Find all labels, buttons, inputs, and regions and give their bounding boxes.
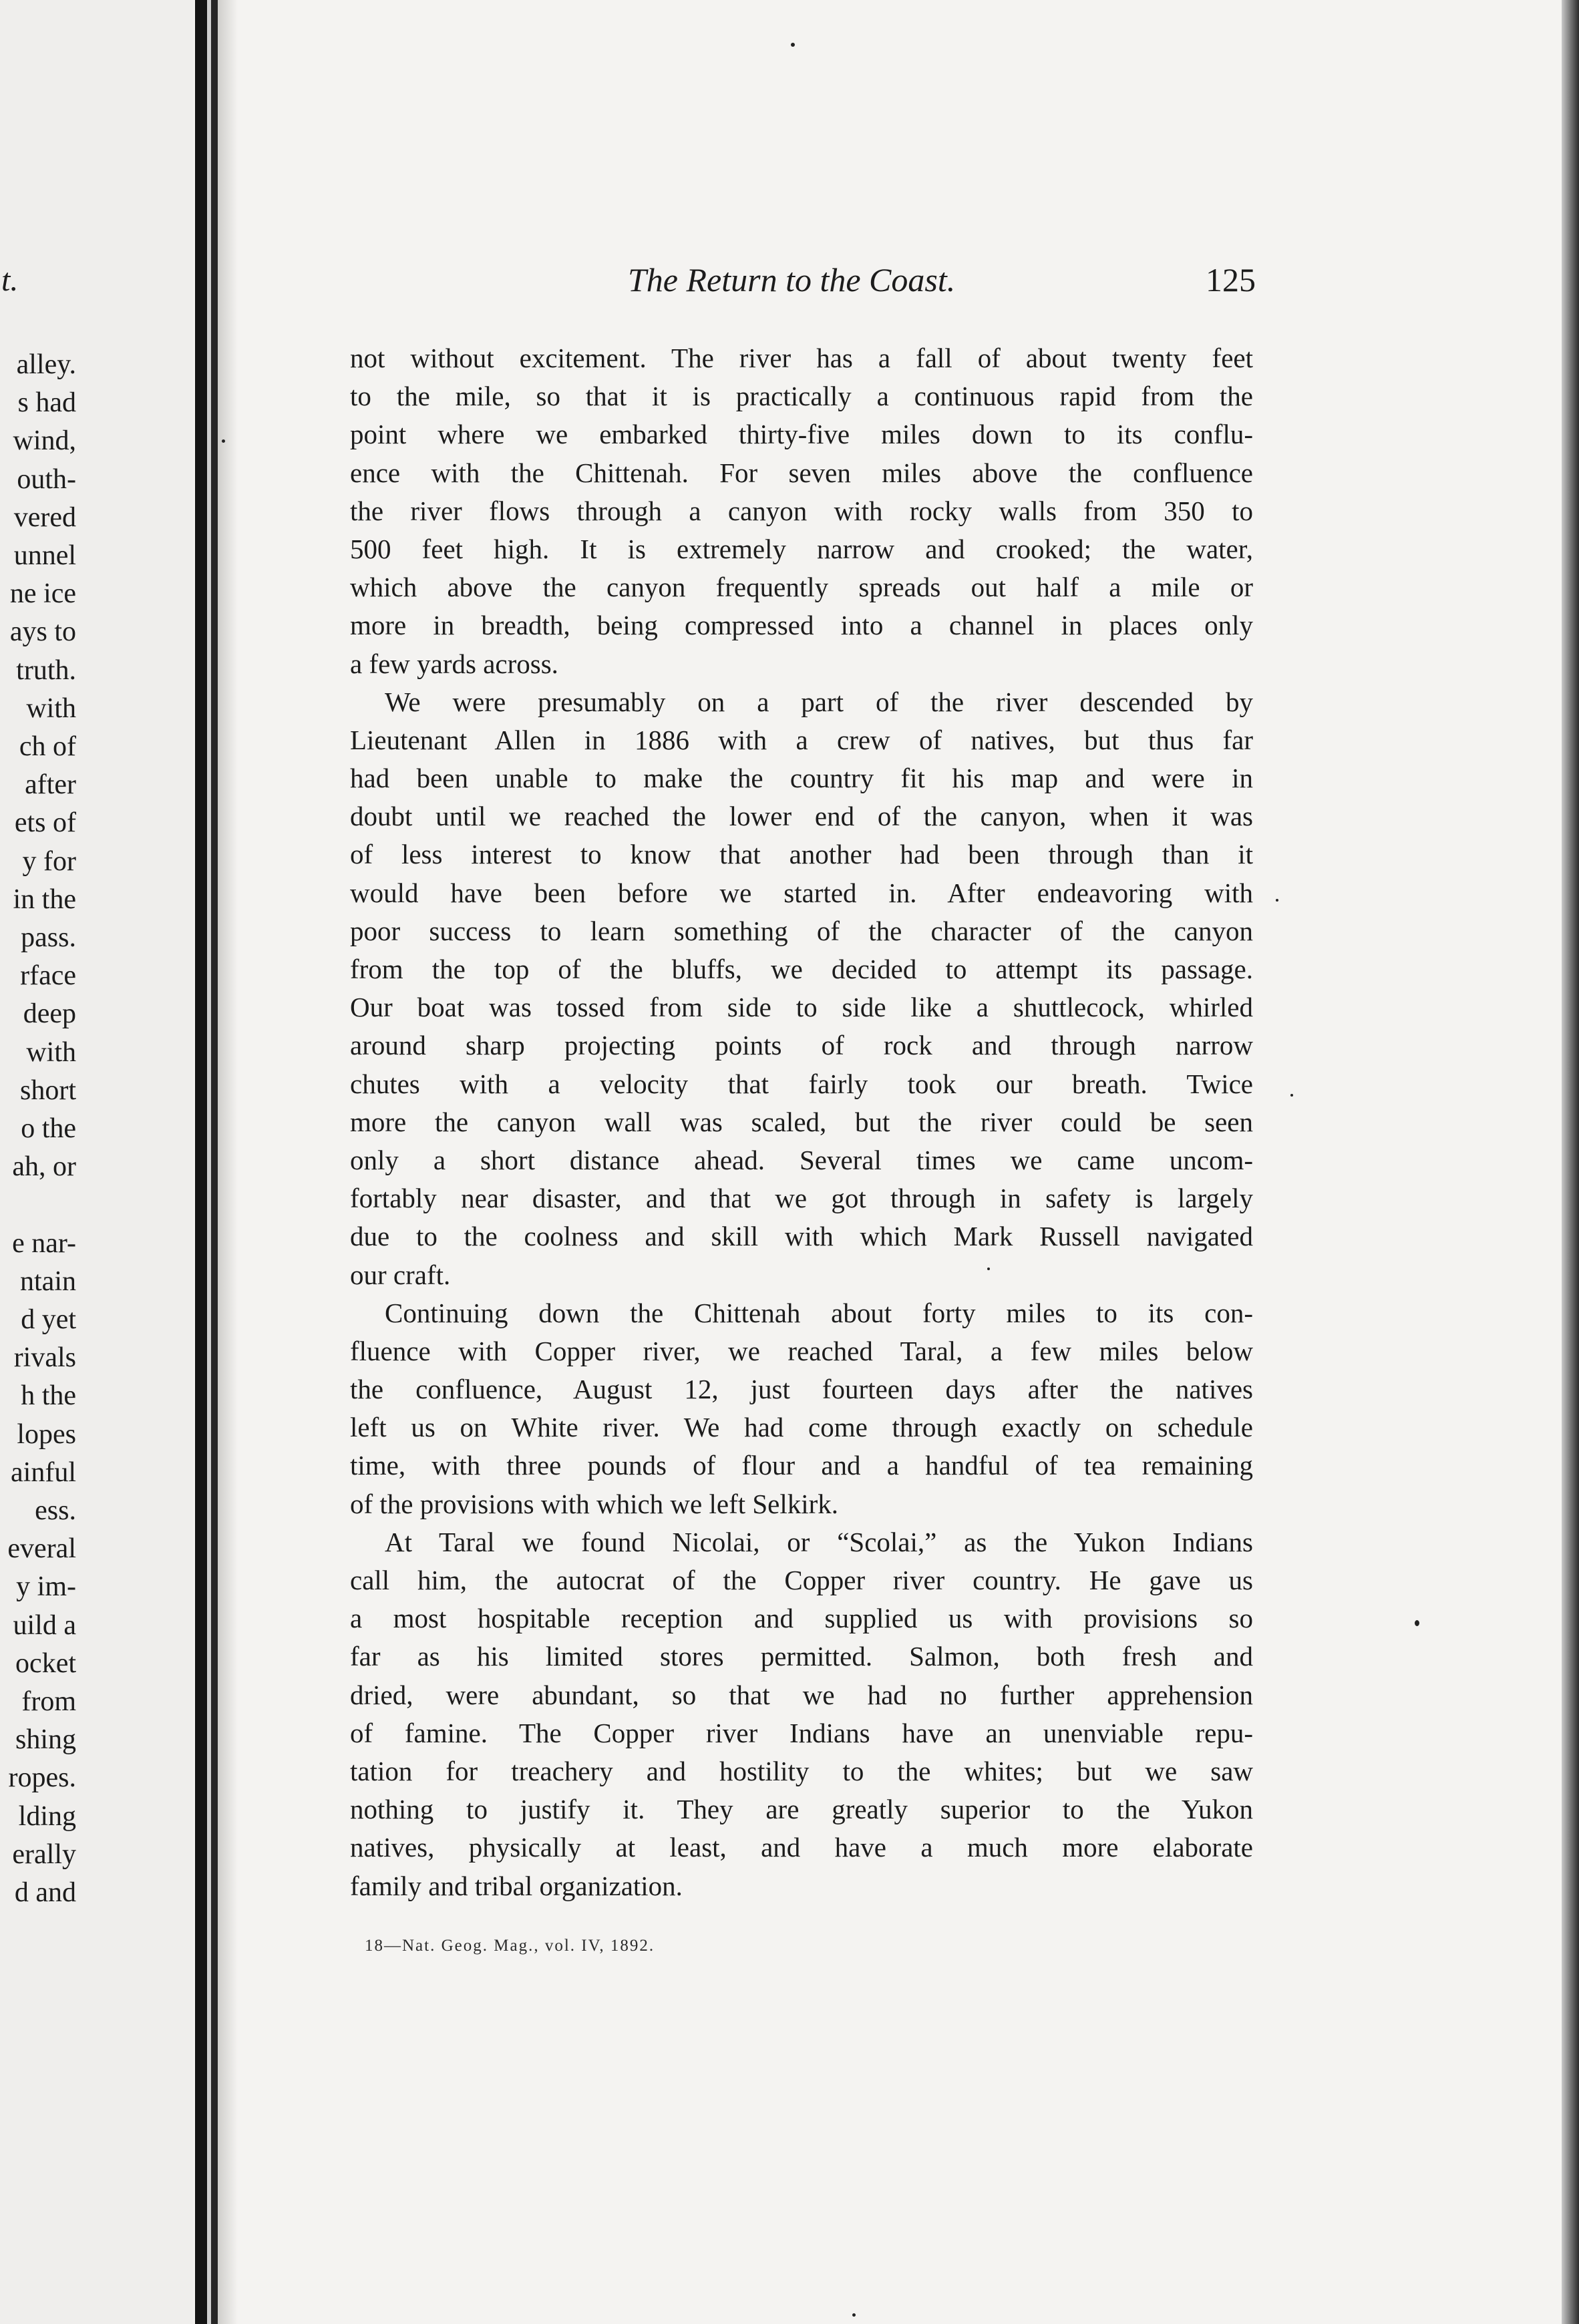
scan-speck [791, 43, 795, 47]
facing-page-line: ets of [14, 807, 76, 839]
text-line: of the provisions with which we left Selkirk. [350, 1488, 839, 1519]
facing-page-header: t. [1, 262, 19, 298]
facing-page-line: ess. [35, 1495, 76, 1526]
binding-gutter [195, 0, 207, 2324]
page-right-edge [1562, 0, 1579, 2324]
page-number: 125 [1206, 261, 1256, 299]
facing-page-line: vered [13, 502, 76, 533]
facing-page-line: unnel [13, 540, 76, 571]
text-line: the river flows through a canyon with rocky walls from 350 to [350, 495, 1253, 526]
facing-page-line: with [26, 693, 76, 724]
text-line: around sharp projecting points of rock and through narrow [350, 1030, 1253, 1061]
text-line: 500 feet high. It is extremely narrow and crooked; the water, [350, 533, 1253, 564]
text-line: Lieutenant Allen in 1886 with a crew of natives, but thus far [350, 724, 1253, 755]
text-line: tation for treachery and hostility to the whites; but we saw [350, 1755, 1253, 1786]
running-head [347, 260, 1256, 307]
text-line: due to the coolness and skill with which Mark Russell navigated [350, 1221, 1253, 1252]
facing-page-line: short [20, 1075, 76, 1106]
facing-page-line: alley. [16, 349, 76, 380]
facing-page-line: truth. [16, 654, 76, 686]
text-line: more the canyon wall was scaled, but the river could be seen [350, 1106, 1253, 1137]
text-line: point where we embarked thirty-five miles down to its conflu- [350, 419, 1253, 450]
facing-page-line: ne ice [9, 578, 76, 610]
scan-speck [852, 2313, 856, 2317]
text-line: the confluence, August 12, just fourteen days after the natives [350, 1374, 1253, 1405]
facing-page-line: h the [21, 1380, 76, 1412]
text-line: to the mile, so that it is practically a continuous rapid from the [350, 381, 1253, 412]
paragraph [350, 1523, 1253, 1905]
facing-page-line: ays to [9, 616, 76, 648]
scan-speck [987, 1268, 990, 1270]
facing-page-fragment [0, 0, 194, 2324]
facing-page-line: y im- [16, 1571, 76, 1603]
signature-mark: 18—Nat. Geog. Mag., vol. IV, 1892. [365, 1937, 655, 1955]
text-line: natives, physically at least, and have a much more elaborate [350, 1832, 1253, 1863]
text-line: our craft. [350, 1259, 451, 1290]
text-line: which above the canyon frequently spreads out half a mile or [350, 572, 1253, 603]
facing-page-line: ropes. [8, 1762, 76, 1794]
text-line: chutes with a velocity that fairly took our breath. Twice [350, 1068, 1253, 1099]
facing-page-line: rivals [13, 1342, 76, 1374]
facing-page-line: ntain [20, 1266, 76, 1297]
text-line: At Taral we found Nicolai, or “Scolai,” as the Yukon Indians [385, 1526, 1253, 1557]
text-line: fortably near disaster, and that we got through in safety is largely [350, 1183, 1253, 1214]
facing-page-line: from [21, 1686, 76, 1717]
running-head-title: The Return to the Coast. [628, 261, 956, 299]
paragraph [350, 339, 1253, 683]
text-line: far as his limited stores permitted. Salmon, both fresh and [350, 1641, 1253, 1672]
facing-page-line: s had [17, 387, 76, 419]
facing-page-line: d and [14, 1877, 76, 1908]
facing-page-line: ah, or [12, 1151, 76, 1183]
text-line: from the top of the bluffs, we decided to attempt its passage. [350, 954, 1253, 984]
facing-page-line: in the [13, 884, 76, 915]
facing-page-line: wind, [13, 425, 76, 457]
text-line: nothing to justify it. They are greatly superior to the Yukon [350, 1794, 1253, 1825]
facing-page-line: outh- [17, 463, 76, 495]
text-line: left us on White river. We had come through exactly on schedule [350, 1412, 1253, 1443]
text-line: We were presumably on a part of the river descended by [385, 686, 1253, 717]
text-line: time, with three pounds of flour and a handful of tea remaining [350, 1450, 1253, 1481]
text-line: more in breadth, being compressed into a channel in places only [350, 610, 1253, 641]
facing-page-line: after [25, 769, 76, 801]
text-line: Our boat was tossed from side to side like a shuttlecock, whirled [350, 992, 1253, 1023]
text-line: a most hospitable reception and supplied us with provisions so [350, 1603, 1253, 1634]
gutter-shadow [218, 0, 238, 2324]
text-line: not without excitement. The river has a fall of about twenty feet [350, 343, 1253, 373]
text-line: a few yards across. [350, 648, 558, 679]
scan-speck [1276, 899, 1278, 902]
paragraph [350, 683, 1253, 1294]
facing-page-line: with [26, 1036, 76, 1068]
scan-speck [1290, 1094, 1293, 1097]
text-line: Continuing down the Chittenah about forty miles to its con- [385, 1297, 1253, 1328]
facing-page-line: d yet [21, 1304, 76, 1335]
scan-speck [222, 439, 225, 443]
text-line: dried, were abundant, so that we had no further apprehension [350, 1679, 1253, 1710]
facing-page-line: ainful [11, 1457, 76, 1488]
text-line: of famine. The Copper river Indians have an unenviable repu- [350, 1717, 1253, 1748]
facing-page-line: lding [18, 1800, 76, 1832]
text-line: had been unable to make the country fit his map and were in [350, 763, 1253, 794]
text-line: call him, the autocrat of the Copper river country. He gave us [350, 1565, 1253, 1595]
facing-page-line: uild a [13, 1609, 76, 1641]
facing-page-line: e nar- [12, 1227, 76, 1259]
text-line: ence with the Chittenah. For seven miles above the confluence [350, 457, 1253, 488]
facing-page-line: lopes [17, 1418, 76, 1450]
facing-page-line: shing [15, 1724, 76, 1756]
paragraph [350, 1294, 1253, 1523]
facing-page-line: deep [23, 998, 76, 1030]
facing-page-line: rface [20, 960, 76, 992]
text-line: doubt until we reached the lower end of the canyon, when it was [350, 801, 1253, 832]
text-line: of less interest to know that another had been through than it [350, 839, 1253, 870]
facing-page-line: pass. [21, 922, 76, 953]
text-line: fluence with Copper river, we reached Taral, a few miles below [350, 1335, 1253, 1366]
facing-page-line: ch of [19, 731, 76, 762]
text-line: would have been before we started in. After endeavoring with [350, 877, 1253, 908]
text-line: poor success to learn something of the character of the canyon [350, 915, 1253, 946]
facing-page-line: ocket [15, 1648, 76, 1679]
text-line: family and tribal organization. [350, 1870, 683, 1901]
facing-page-line: erally [12, 1838, 76, 1870]
body-text [350, 339, 1253, 1905]
facing-page-line: y for [22, 845, 76, 877]
scan-speck [1415, 1620, 1419, 1626]
facing-page-line: everal [7, 1533, 76, 1565]
facing-page-line: o the [21, 1113, 76, 1144]
binding-gutter-edge [211, 0, 218, 2324]
text-line: only a short distance ahead. Several times we came uncom- [350, 1144, 1253, 1175]
